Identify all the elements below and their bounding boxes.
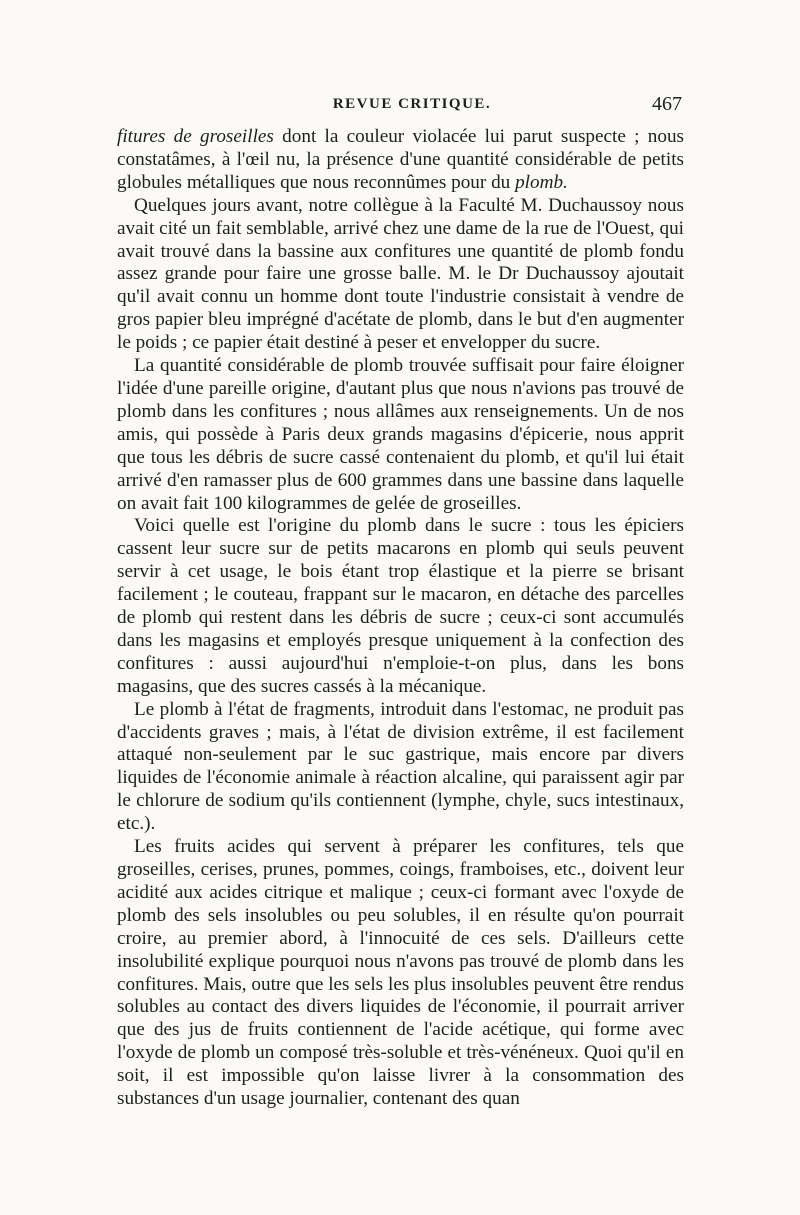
paragraph-1	[117, 126, 684, 195]
paragraph-1-text: dont la couleur violacée lui parut suspecte ; nous constatâmes, à l'œil nu, la présence d'une quantité considérable de petits globules métalliques que nous reconnûmes pour du	[117, 126, 685, 193]
paragraph-2: Quelques jours avant, notre collègue à la Faculté M. Duchaussoy nous avait cité un fait semblable, arrivé chez une dame de la rue de l'Ouest, qui avait trouvé dans la bassine aux confitures une quantité de plomb fondu assez grande pour faire une grosse balle. M. le Dr Duchaussoy ajoutait qu'il avait connu un homme dont toute l'industrie consistait à vendre de gros papier bleu imprégné d'acétate de plomb, dans le but d'en augmenter le poids ; ce papier était destiné à peser et envelopper du sucre.	[117, 194, 684, 354]
paragraph-1-italic-tail: plomb.	[515, 171, 568, 193]
paragraph-5: Le plomb à l'état de fragments, introduit dans l'estomac, ne produit pas d'accidents graves ; mais, à l'état de division extrême, il est facilement attaqué non-seulement par le suc gastrique, mais encore par divers liquides de l'économie animale à réaction alcaline, qui paraissent agir par le chlorure de sodium qu'ils contiennent (lymphe, chyle, sucs intestinaux, etc.).	[117, 698, 684, 835]
running-head-title: REVUE CRITIQUE.	[332, 96, 492, 112]
paragraph-3: La quantité considérable de plomb trouvée suffisait pour faire éloigner l'idée d'une pareille origine, d'autant plus que nous n'avions pas trouvé de plomb dans les confitures ; nous allâmes aux renseignements. Un de nos amis, qui possède à Paris deux grands magasins d'épicerie, nous apprit que tous les débris de sucre cassé contenaient du plomb, et qu'il lui était arrivé d'en ramasser plus de 600 grammes dans une bassine dans laquelle on avait fait 100 kilogrammes de gelée de groseilles.	[117, 355, 684, 514]
running-head	[0, 93, 800, 120]
page-number: 467	[652, 93, 682, 115]
body-text	[117, 126, 684, 1111]
paragraph-1-italic-lead: fitures de groseilles	[117, 126, 274, 147]
paragraph-4: Voici quelle est l'origine du plomb dans le sucre : tous les épiciers cassent leur sucre sur de petits macarons en plomb qui seuls peuvent servir à cet usage, le bois étant trop élastique et la pierre se brisant facilement ; le couteau, frappant sur le macaron, en détache des parcelles de plomb qui restent dans les débris de sucre ; ceux-ci sont accumulés dans les magasins et employés presque uniquement à la confection des confitures : aussi aujourd'hui n'emploie-t-on plus, dans les bons magasins, que des sucres cassés à la mécanique.	[117, 515, 684, 697]
paragraph-6: Les fruits acides qui servent à préparer les confitures, tels que groseilles, cerises, prunes, pommes, coings, framboises, etc., doivent leur acidité aux acides citrique et malique ; ceux-ci formant avec l'oxyde de plomb des sels insolubles ou peu solubles, il en résulte qu'on pourrait croire, au premier abord, à l'innocuité de ces sels. D'ailleurs cette insolubilité explique pourquoi nous n'avons pas trouvé de plomb dans les confitures. Mais, outre que les sels les plus insolubles peuvent être rendus solubles au contact des divers liquides de l'économie, il pourrait arriver que des jus de fruits contiennent de l'acide acétique, qui forme avec l'oxyde de plomb un composé très-soluble et très-vénéneux. Quoi qu'il en soit, il est impossible qu'on laisse livrer à la consommation des substances d'un usage journalier, contenant des quan	[117, 836, 684, 1110]
